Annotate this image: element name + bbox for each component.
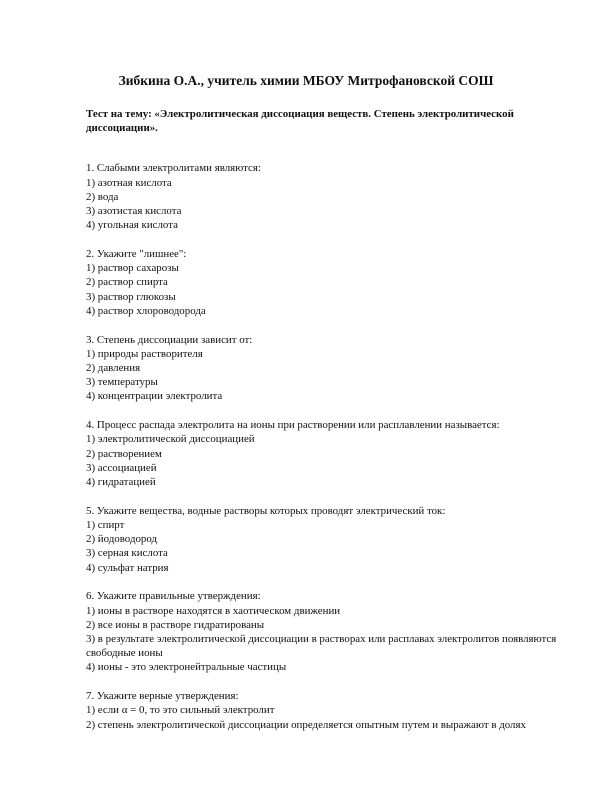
answer-option: 1) ионы в растворе находятся в хаотическом движении: [86, 604, 341, 617]
answer-option: 4) гидратацией: [86, 476, 156, 489]
test-topic: Тест на тему: «Электролитическая диссоциация веществ. Степень электролитической диссоциации».: [86, 108, 514, 135]
answer-option: 2) все ионы в растворе гидратированы: [86, 618, 265, 631]
question-text: 3. Степень диссоциации зависит от:: [86, 333, 253, 346]
question-1: [86, 161, 564, 232]
answer-option: 1) природы растворителя: [86, 347, 203, 360]
answer-option: 4) раствор хлороводорода: [86, 304, 206, 317]
test-content: [86, 107, 564, 746]
question-text: 6. Укажите правильные утверждения:: [86, 590, 261, 603]
question-3: [86, 333, 564, 404]
answer-option: 1) спирт: [86, 519, 125, 532]
answer-option: 3) в результате электролитической диссоциации в растворах или расплавах электролитов появляются свободные ионы: [86, 633, 557, 660]
author-header: Зибкина О.А., учитель химии МБОУ Митрофановской СОШ: [118, 73, 494, 88]
answer-option: 4) угольная кислота: [86, 219, 178, 232]
question-text: 5. Укажите вещества, водные растворы которых проводят электрический ток:: [86, 504, 446, 517]
answer-option: 1) электролитической диссоциацией: [86, 433, 255, 446]
question-6: [86, 589, 564, 674]
answer-option: 1) раствор сахарозы: [86, 262, 179, 275]
answer-option: 1) если α = 0, то это сильный электролит: [86, 704, 275, 717]
question-7: [86, 689, 564, 732]
answer-option: 2) растворением: [86, 447, 162, 460]
answer-option: 3) азотистая кислота: [86, 205, 182, 218]
answer-option: 4) концентрации электролита: [86, 390, 223, 403]
answer-option: 2) давления: [86, 362, 141, 375]
answer-option: 1) азотная кислота: [86, 176, 172, 189]
answer-option: 2) вода: [86, 190, 119, 203]
question-text: 7. Укажите верные утверждения:: [86, 690, 239, 703]
answer-option: 2) степень электролитической диссоциации определяется опытным путем и выражают в долях: [86, 718, 526, 731]
question-2: [86, 247, 564, 318]
answer-option: 3) ассоциацией: [86, 461, 157, 474]
question-5: [86, 504, 564, 575]
answer-option: 3) раствор глюкозы: [86, 290, 176, 303]
question-4: [86, 418, 564, 489]
question-text: 2. Укажите "лишнее":: [86, 248, 187, 261]
answer-option: 3) температуры: [86, 376, 158, 389]
question-text: 1. Слабыми электролитами являются:: [86, 162, 261, 175]
answer-option: 3) серная кислота: [86, 547, 168, 560]
question-text: 4. Процесс распада электролита на ионы при растворении или расплавлении называется:: [86, 419, 500, 432]
answer-option: 4) сульфат натрия: [86, 561, 169, 574]
answer-option: 4) ионы - это электронейтральные частицы: [86, 661, 287, 674]
answer-option: 2) раствор спирта: [86, 276, 168, 289]
answer-option: 2) йодоводород: [86, 533, 158, 546]
